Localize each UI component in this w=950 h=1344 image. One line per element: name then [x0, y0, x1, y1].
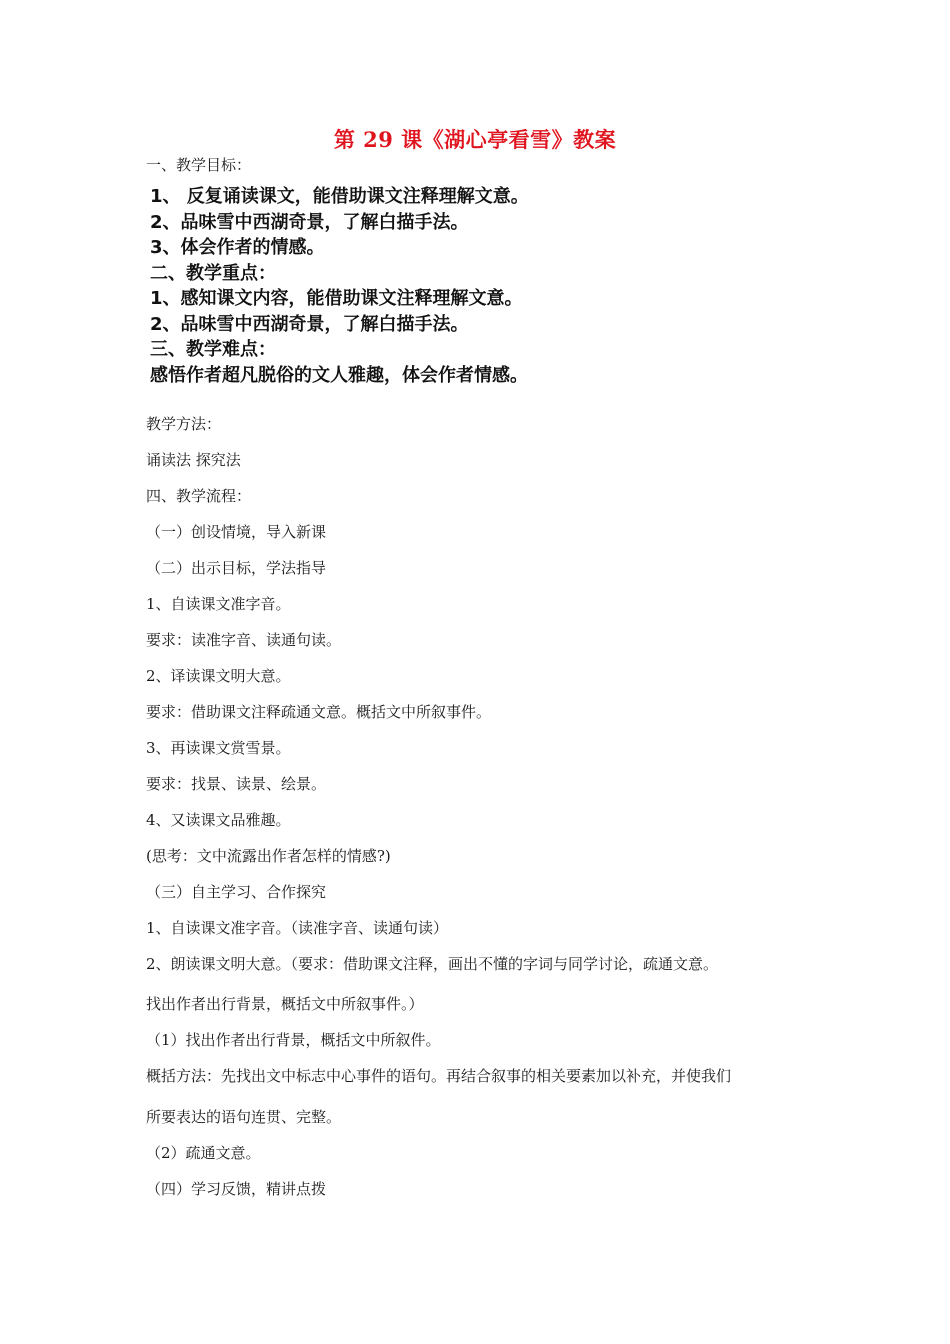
page-title: 第 29 课《湖心亭看雪》教案: [333, 127, 617, 152]
difficulty-line-1: 感悟作者超凡脱俗的文人雅趣，体会作者情感。: [150, 364, 528, 386]
body-line: 要求：找景、读景、绘景。: [146, 775, 327, 793]
body-line: （一）创设情境，导入新课: [146, 523, 327, 541]
body-line: （2）疏通文意。: [146, 1144, 261, 1162]
body-line: 诵读法 探究法: [146, 451, 241, 469]
body-line: 1、自读课文准字音。: [146, 595, 291, 613]
body-line: （二）出示目标，学法指导: [146, 559, 327, 577]
body-line: 2、译读课文明大意。: [146, 667, 291, 685]
body-line: 教学方法：: [146, 415, 222, 433]
body-line: 2、朗读课文明大意。（要求：借助课文注释，画出不懂的字词与同学讨论，疏通文意。: [146, 955, 719, 973]
body-line: 要求：读准字音、读通句读。: [146, 631, 342, 649]
goal-line-3: 3、体会作者的情感。: [150, 237, 325, 258]
body-line: （三）自主学习、合作探究: [146, 883, 327, 901]
body-line: 4、又读课文品雅趣。: [146, 811, 291, 829]
body-line: 四、教学流程：: [146, 487, 252, 505]
goals-block: [150, 184, 529, 388]
goal-line-1: 1、 反复诵读课文，能借助课文注释理解文意。: [150, 186, 529, 207]
body-line: (思考：文中流露出作者怎样的情感?): [146, 847, 391, 865]
body-line: 3、再读课文赏雪景。: [146, 739, 291, 757]
key-point-line-1: 1、感知课文内容，能借助课文注释理解文意。: [150, 288, 523, 309]
body-line: 概括方法：先找出文中标志中心事件的语句。再结合叙事的相关要素加以补充，并使我们: [146, 1067, 732, 1085]
body-line: 所要表达的语句连贯、完整。: [146, 1108, 342, 1126]
section-heading-key-points: 二、教学重点：: [150, 262, 276, 284]
goal-line-2: 2、品味雪中西湖奇景，了解白描手法。: [150, 211, 469, 233]
body-line: （四）学习反馈，精讲点拨: [146, 1180, 327, 1198]
key-point-line-2: 2、品味雪中西湖奇景，了解白描手法。: [150, 313, 469, 335]
section-heading-goals: 一、教学目标：: [146, 156, 252, 174]
body-line: 1、自读课文准字音。（读准字音、读通句读）: [146, 919, 449, 937]
section-heading-difficulties: 三、教学难点：: [150, 339, 276, 360]
body-line: 找出作者出行背景，概括文中所叙事件。）: [146, 995, 424, 1013]
body-line: （1）找出作者出行背景，概括文中所叙件。: [146, 1031, 441, 1049]
body-line: 要求：借助课文注释疏通文意。概括文中所叙事件。: [146, 703, 492, 721]
